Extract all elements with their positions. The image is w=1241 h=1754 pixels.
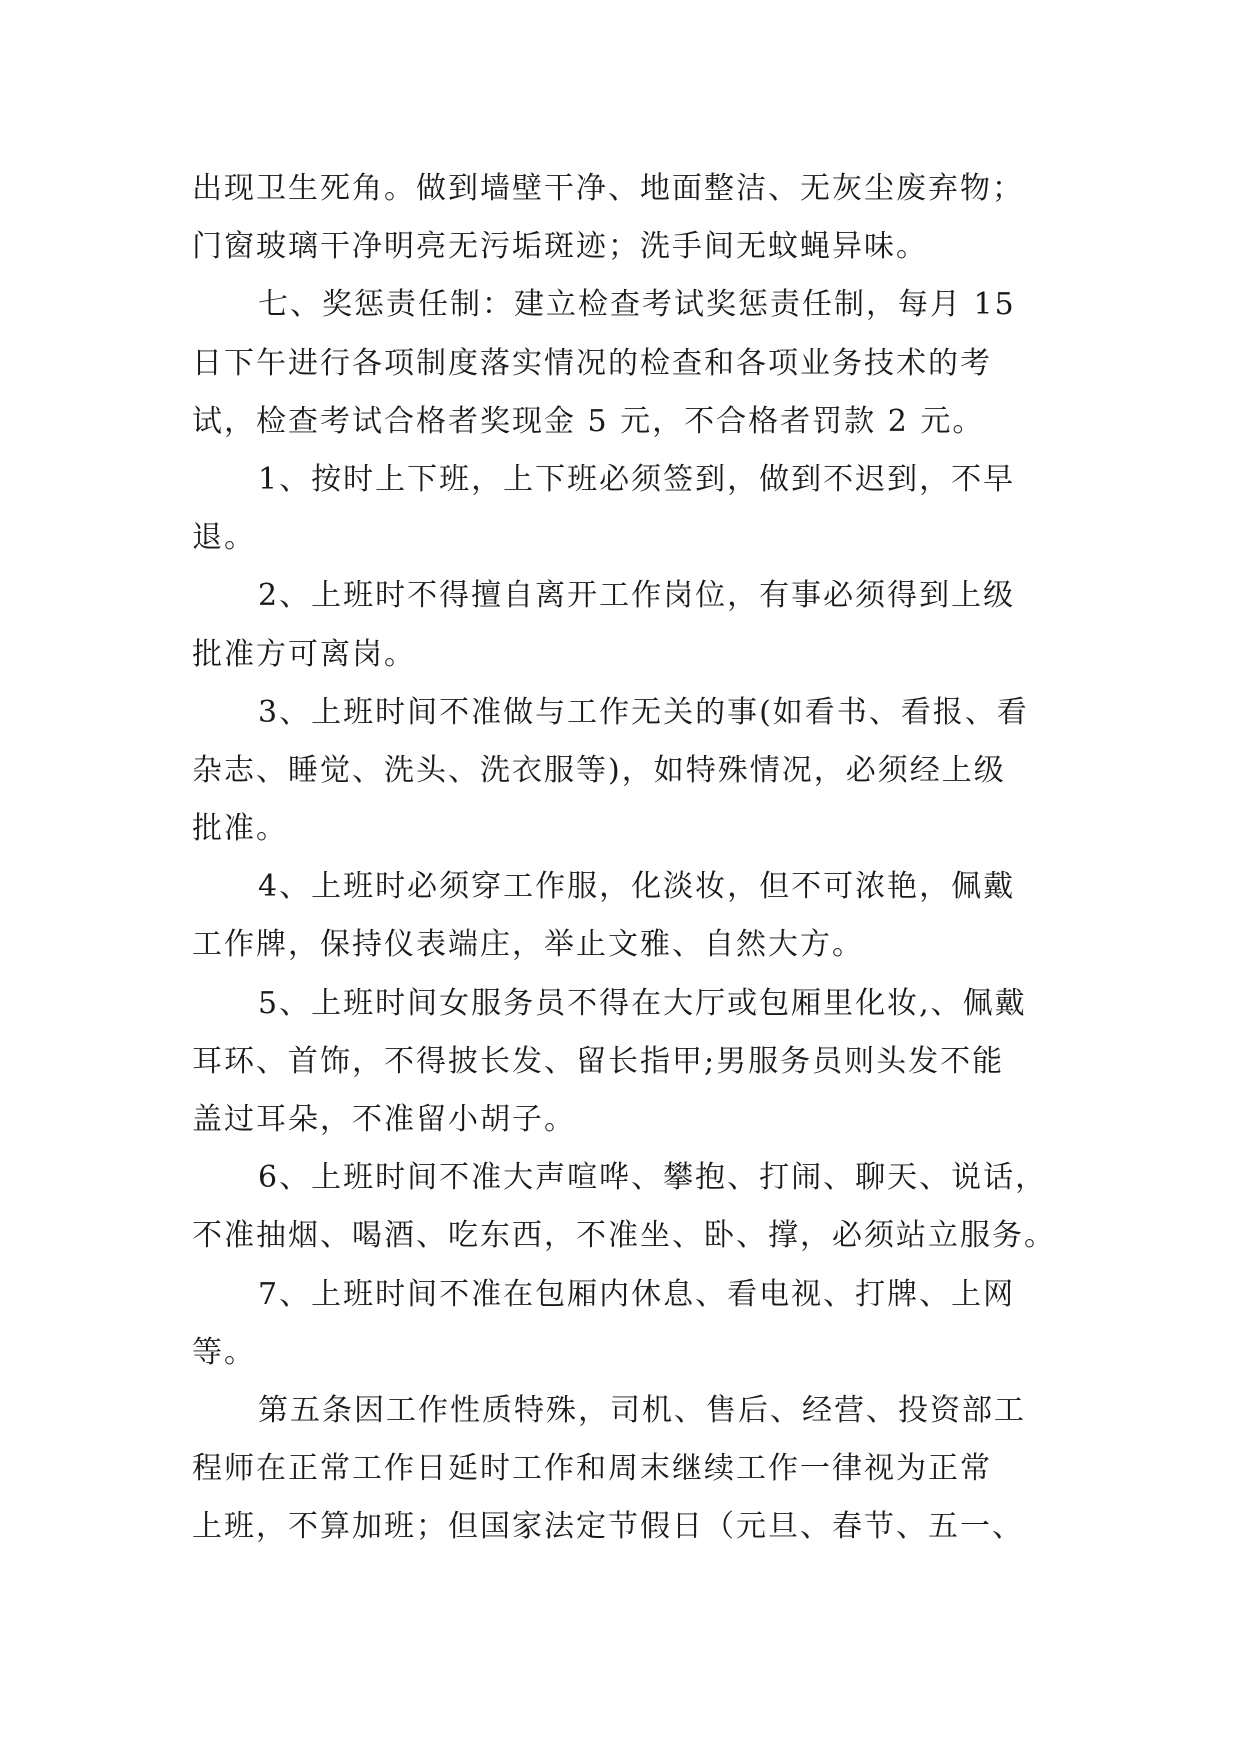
rule-item-7: 7、上班时间不准在包厢内休息、看电视、打牌、上网 bbox=[258, 1276, 1016, 1312]
rule-item-1: 1、按时上下班，上下班必须签到，做到不迟到，不早 bbox=[258, 461, 1016, 497]
rule-item-3: 3、上班时间不准做与工作无关的事(如看书、看报、看 bbox=[258, 694, 1029, 730]
rule-item-4: 4、上班时必须穿工作服，化淡妆，但不可浓艳，佩戴 bbox=[258, 869, 1016, 905]
text-line: 日下午进行各项制度落实情况的检查和各项业务技术的考 bbox=[192, 345, 992, 381]
text-line: 上班，不算加班；但国家法定节假日（元旦、春节、五一、 bbox=[192, 1509, 1024, 1545]
rule-item-6: 6、上班时间不准大声喧哗、攀抱、打闹、聊天、说话， bbox=[258, 1160, 1048, 1196]
text-line: 耳环、首饰，不得披长发、留长指甲;男服务员则头发不能 bbox=[192, 1043, 1005, 1079]
text-line: 不准抽烟、喝酒、吃东西，不准坐、卧、撑，必须站立服务。 bbox=[192, 1218, 1056, 1254]
text-line: 出现卫生死角。做到墙壁干净、地面整洁、无灰尘废弃物； bbox=[192, 171, 1024, 206]
text-line: 杂志、睡觉、洗头、洗衣服等)，如特殊情况，必须经上级 bbox=[192, 752, 1006, 788]
text-line: 盖过耳朵，不准留小胡子。 bbox=[192, 1102, 576, 1137]
text-line: 批准。 bbox=[192, 811, 288, 847]
text-line: 批准方可离岗。 bbox=[192, 636, 416, 672]
text-line: 等。 bbox=[192, 1334, 256, 1370]
paragraph-heading-rewards: 七、奖惩责任制：建立检查考试奖惩责任制，每月 15 bbox=[258, 287, 1016, 323]
text-line: 试，检查考试合格者奖现金 5 元，不合格者罚款 2 元。 bbox=[192, 403, 985, 439]
text-line: 门窗玻璃干净明亮无污垢斑迹；洗手间无蚊蝇异味。 bbox=[192, 229, 928, 265]
text-line: 工作牌，保持仪表端庄，举止文雅、自然大方。 bbox=[192, 927, 864, 963]
rule-item-2: 2、上班时不得擅自离开工作岗位，有事必须得到上级 bbox=[258, 578, 1016, 614]
text-line: 退。 bbox=[192, 520, 256, 556]
article-5-paragraph: 第五条因工作性质特殊，司机、售后、经营、投资部工 bbox=[258, 1392, 1026, 1428]
document-page bbox=[192, 160, 1056, 1557]
text-line: 程师在正常工作日延时工作和周末继续工作一律视为正常 bbox=[192, 1451, 992, 1487]
rule-item-5: 5、上班时间女服务员不得在大厅或包厢里化妆,、佩戴 bbox=[258, 985, 1027, 1021]
